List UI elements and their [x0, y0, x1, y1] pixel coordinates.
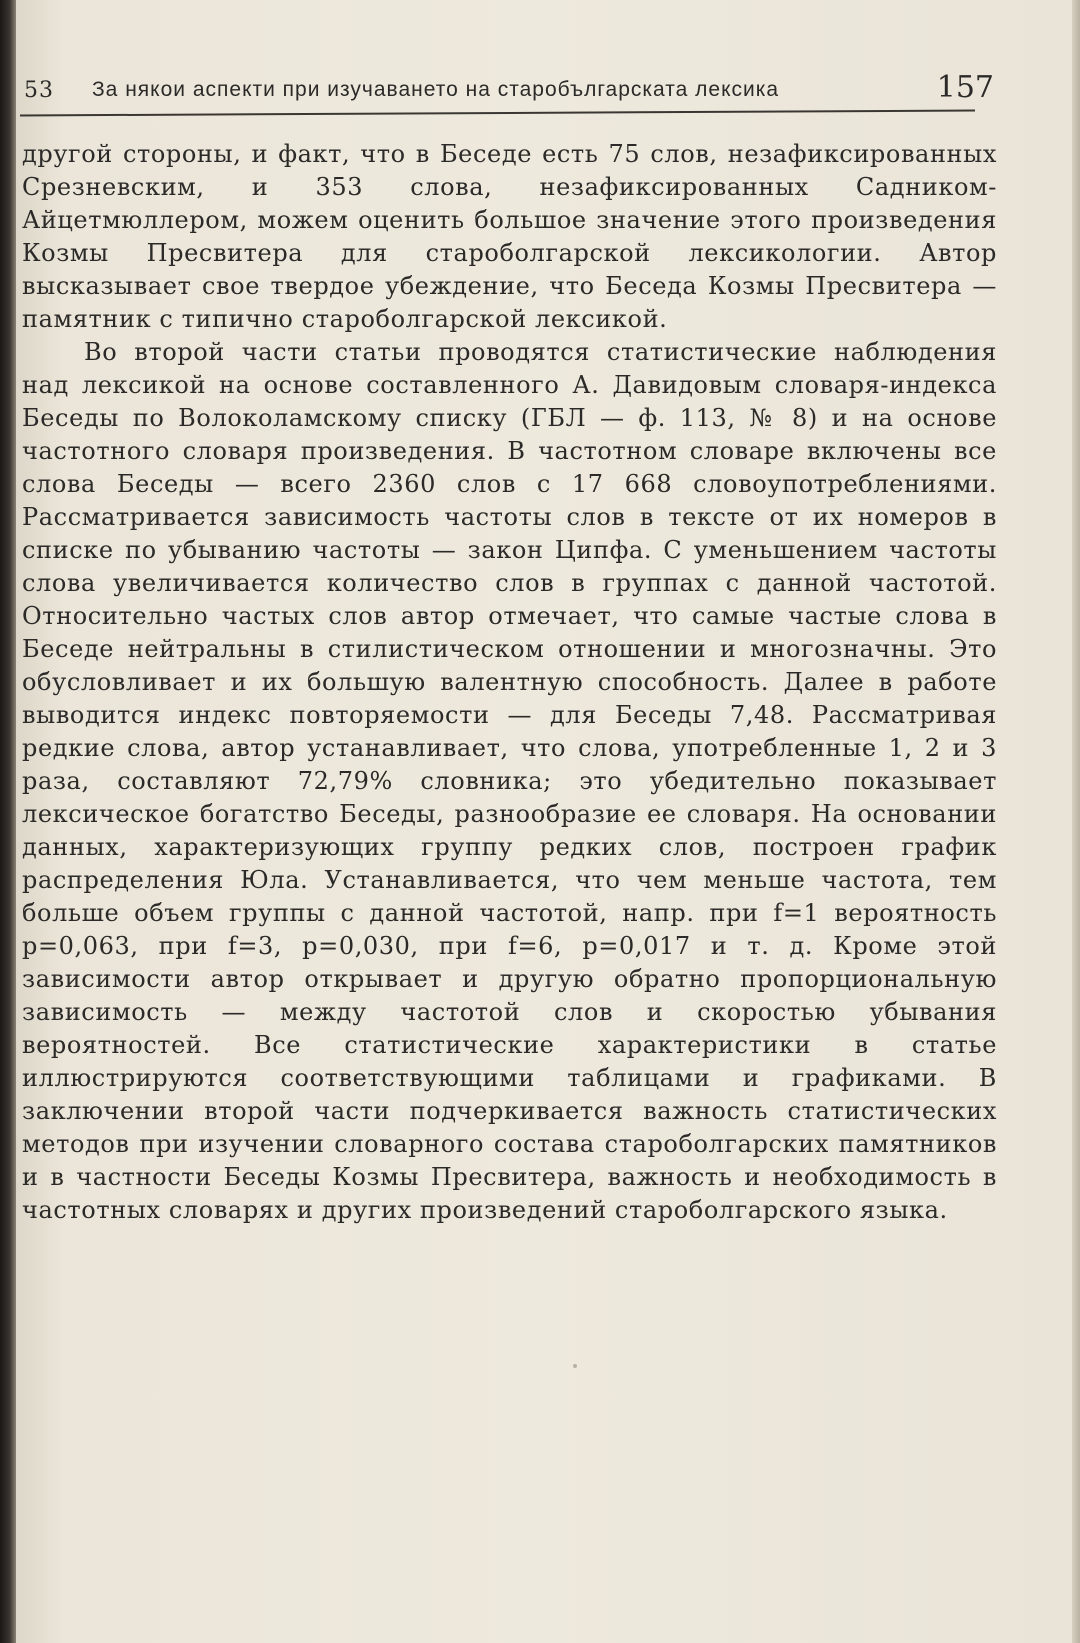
- running-header: [14, 70, 1004, 116]
- page-number-left: 53: [24, 78, 54, 103]
- page-right-edge: [1072, 0, 1080, 1643]
- paper-speck: [573, 1364, 577, 1368]
- running-title: За някои аспекти при изучаването на старобългарската лексика: [92, 78, 780, 101]
- body-text: [22, 138, 997, 1227]
- page-number: 157: [936, 70, 994, 105]
- paragraph-continuation: другой стороны, и факт, что в Беседе есть 75 слов, незафиксированных Срезневским, и 353 слова, незафиксированных Садником-Айцетмюллером, можем оценить большое значение этого произведения Козмы Пресвитера для староболгарской лексикологии. Автор высказывает свое твердое убеждение, что Беседа Козмы Пресвитера — памятник с типично староболгарской лексикой.: [22, 140, 997, 333]
- paragraph-second-part: Во второй части статьи проводятся статистические наблюдения над лексикой на основе составленного А. Давидовым словаря-индекса Беседы по Волоколамскому списку (ГБЛ — ф. 113, № 8) и на основе частотного словаря произведения. В частотном словаре включены все слова Беседы — всего 2360 слов с 17 668 словоупотреблениями. Рассматривается зависимость частоты слов в тексте от их номеров в списке по убыванию частоты — закон Ципфа. С уменьшением частоты слова увеличивается количество слов в группах с данной частотой. Относительно частых слов автор отмечает, что самые частые слова в Беседе нейтральны в стилистическом отношении и многозначны. Это обусловливает и их большую валентную способность. Далее в работе выводится индекс повторяемости — для Беседы 7,48. Рассматривая редкие слова, автор устанавливает, что слова, употребленные 1, 2 и 3 раза, составляют 72,79% словника; это убедительно показывает лексическое богатство Беседы, разнообразие ее словаря. На основании данных, характеризующих группу редких слов, построен график распределения Юла. Устанавливается, что чем меньше частота, тем больше объем группы с данной частотой, напр. при f=1 вероятность p=0,063, при f=3, p=0,030, при f=6, p=0,017 и т. д. Кроме этой зависимости автор открывает и другую обратно пропорциональную зависимость — между частотой слов и скоростью убывания вероятностей. Все статистические характеристики в статье иллюстрируются соответствующими таблицами и графиками. В заключении второй части подчеркивается важность статистических методов при изучении словарного состава староболгарских памятников и в частности Беседы Козмы Пресвитера, важность и необходимость в частотных словарях и других произведений староболгарского языка.: [22, 338, 997, 1224]
- book-binding-edge: [0, 0, 16, 1643]
